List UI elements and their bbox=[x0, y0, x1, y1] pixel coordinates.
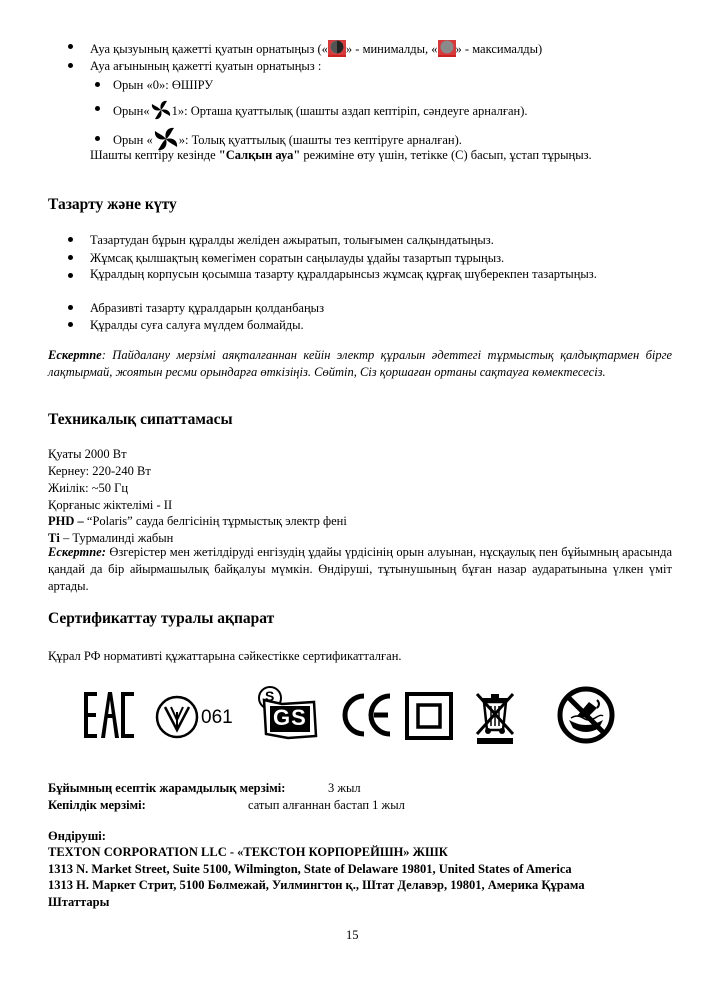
page-number: 15 bbox=[346, 928, 359, 942]
tech-voltage: Кернеу: 220-240 Вт bbox=[48, 464, 151, 478]
fan-small-icon bbox=[150, 99, 172, 125]
bullet bbox=[68, 305, 73, 310]
bullet bbox=[68, 237, 73, 242]
tech-protection: Қорғаныс жіктелімі - II bbox=[48, 498, 173, 512]
logo-gs-text: GS bbox=[273, 705, 307, 730]
logo-061-text: 061 bbox=[201, 707, 233, 728]
airflow-text: Ауа ағынының қажетті қуатын орнатыңыз : bbox=[90, 59, 322, 73]
bullet bbox=[95, 82, 100, 87]
manufacturer-label: Өндіруші: bbox=[48, 829, 106, 843]
bullet bbox=[95, 106, 100, 111]
manufacturer-company: TEXTON CORPORATION LLC - «ТЕКСТОН КОРПОРЕЙШН» ЖШК bbox=[48, 845, 448, 859]
cleaning-item: Құралдың корпусын қосымша тазарту құралдарынсыз жұмсақ құрғақ шүберекпен тазартыңыз. bbox=[90, 267, 597, 281]
position-0-text: Орын «0»: ӨШІРУ bbox=[113, 78, 214, 92]
guarantee-label: Кепілдік мерзімі: bbox=[48, 798, 146, 812]
cleaning-note: Ескертпе: Пайдалану мерзімі аяқталғаннан кейін электр құралын әдеттегі тұрмыстық қалдықтармен бірге лақтырмай, жоятын ресми орындарға өткізіңіз. Сөйтіп, Сіз қоршаған ортаны сақтауға көмектесесіз. bbox=[48, 348, 672, 379]
manufacturer-address-en: 1313 N. Market Street, Suite 5100, Wilmington, State of Delaware 19801, United States of America bbox=[48, 862, 572, 876]
ce-logo bbox=[342, 692, 394, 742]
class-ii-icon bbox=[405, 692, 453, 744]
weee-bin-icon bbox=[474, 690, 516, 749]
no-water-icon bbox=[557, 686, 615, 748]
cleaning-title: Тазарту және күту bbox=[48, 196, 177, 213]
bullet bbox=[95, 136, 100, 141]
bullet bbox=[68, 322, 73, 327]
bullet bbox=[68, 44, 73, 49]
manufacturer-address-kz: 1313 Н. Маркет Стрит, 5100 Бөлмежай, Уилмингтон қ., Штат Делавэр, 19801, Америка Құрама Штаттары bbox=[48, 878, 585, 909]
tech-power: Қуаты 2000 Вт bbox=[48, 447, 127, 461]
eac-logo bbox=[84, 692, 134, 742]
conformity-061-logo bbox=[155, 694, 240, 744]
bullet bbox=[68, 63, 73, 68]
bullet bbox=[68, 255, 73, 260]
service-life-value: 3 жыл bbox=[328, 781, 361, 795]
cool-air-text: Шашты кептіру кезінде "Салқын ауа" режиміне өту үшін, тетікке (С) басып, ұстап тұрыңыз. bbox=[90, 148, 592, 162]
cert-title: Сертификаттау туралы ақпарат bbox=[48, 610, 275, 627]
heat-max-icon bbox=[438, 39, 456, 61]
position-1-text: Орын« 1»: Орташа қуаттылық (шашты аздап кептіріп, сәндеуге арналған). bbox=[113, 99, 528, 125]
heat-min-icon bbox=[328, 39, 346, 61]
cleaning-item: Құралды суға салуға мүлдем болмайды. bbox=[90, 318, 304, 332]
cleaning-item: Тазартудан бұрын құралды желіден ажыратып, толығымен салқындатыңыз. bbox=[90, 233, 494, 247]
position-2-text: Орын « »: Толық қуаттылық (шашты тез кептіруге арналған). bbox=[113, 126, 462, 156]
guarantee-value: сатып алғаннан бастап 1 жыл bbox=[248, 798, 405, 812]
tech-note: Ескертпе: Өзгерістер мен жетілдіруді енгізудің ұдайы үрдісінің орын алуынан, нұсқаулық пен бұйымның арасында қандай да бір айырмашылық байқалуы мүмкін. Өндіруші, тұтынушының бұған назар аударатынына үлкен үміт артады. bbox=[48, 545, 672, 593]
cert-text: Құрал РФ нормативті құжаттарына сәйкестікке сертификатталған. bbox=[48, 649, 402, 663]
tech-frequency: Жиілік: ~50 Гц bbox=[48, 481, 129, 495]
gs-logo bbox=[252, 684, 322, 744]
tech-title: Техникалық сипаттамасы bbox=[48, 411, 233, 428]
power-setting-text: Ауа қызуының қажетті қуатын орнатыңыз (« » - минималды, « » - максималды) bbox=[90, 39, 542, 61]
tech-ti: Ті – Турмалинді жабын bbox=[48, 531, 174, 545]
service-life-label: Бұйымның есептік жарамдылық мерзімі: bbox=[48, 781, 286, 795]
tech-phd: PHD – “Polaris” сауда белгісінің тұрмыстық электр фені bbox=[48, 514, 347, 528]
logo-s-text: S bbox=[265, 688, 275, 704]
cleaning-item: Абразивті тазарту құралдарын қолданбаңыз bbox=[90, 301, 325, 315]
cleaning-item: Жұмсақ қылшақтың көмегімен соратын саңылауды ұдайы тазартып тұрыңыз. bbox=[90, 251, 505, 265]
